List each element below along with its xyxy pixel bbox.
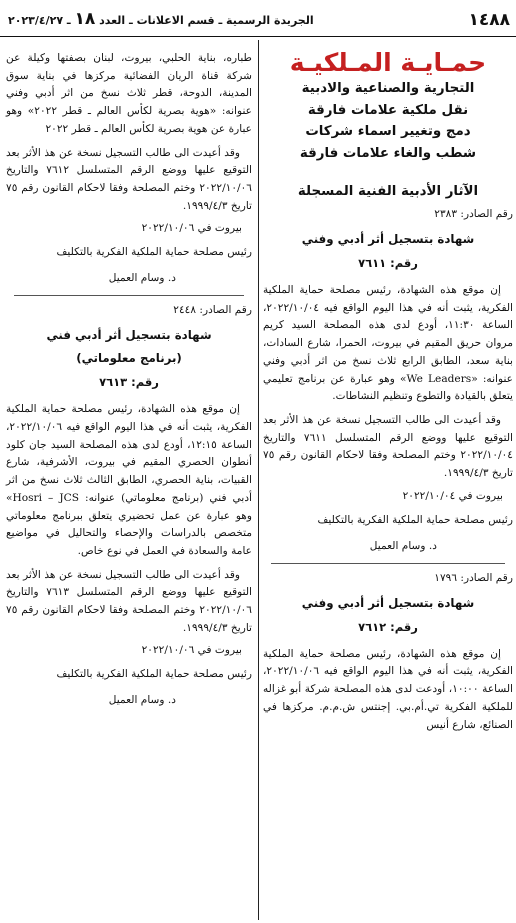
certificate-number: رقم: ٧٦١٣ — [99, 375, 159, 390]
running-head-prefix: الجريدة الرسمية ـ قسم الاعلانات ـ العدد — [99, 14, 314, 27]
issued-number: رقم الصادر: ١٧٩٦ — [434, 571, 513, 584]
signer-title: رئيس مصلحة حماية الملكية الفكرية بالتكليف — [56, 246, 252, 259]
certificate-title: شهادة بتسجيل أثر أدبي فني — [46, 328, 212, 343]
main-title: حمـايـة المـلكيـة — [289, 48, 487, 77]
right-column — [263, 38, 513, 734]
subtitle-1: التجارية والصناعية والادبية — [301, 81, 475, 96]
certificate-entry-7612 — [263, 570, 513, 735]
subtitle-3: دمج وتغيير اسماء شركات — [305, 124, 471, 139]
certificate-body: إن موقع هذه الشهادة، رئيس مصلحة حماية الملكية الفكرية، يثبت أنه في هذا اليوم الواقع فيه ٢٠٢٢/١٠/٠٦، الساعة ١٠:٠٠، أودعت لدى هذه المصلحة شركة أبو غزاله للملكية الفكرية تي.أم.بي. إجنتس ش.م.م. مركزها في الصنائع، شارع أنيس — [263, 647, 513, 731]
entry-separator — [271, 563, 505, 564]
column-divider — [258, 40, 259, 920]
signer-name: د. وسام العميل — [108, 272, 176, 285]
section-title: الآثار الأدبية الفنية المسجلة — [297, 184, 479, 199]
signer-name: د. وسام العميل — [108, 694, 176, 707]
certificate-body: إن موقع هذه الشهادة، رئيس مصلحة حماية الملكية الفكرية، يثبت أنه في هذا اليوم الواقع فيه ٢٠٢٢/١٠/٠٦، الساعة ١٢:١٥، أودع لدى هذه المصلحة السيد جان كلود أنطوان الحصري المقيم في بيروت، الأشرفية، شارع القبيات، بناية الحصري، الطابق الثالث ثلاث نسخ من اثر أدبي فني (برنامج معلوماتي) عنوانه: Hosri – JCS» وهو عبارة عن عمل تحضيري يتعلق ببرنامج معلوماتي متخصص بالدراسات والإحصاء والتحاليل في مواضيع عامة والسعادة في العمل في نوع خاص. — [6, 403, 252, 557]
certificate-number: رقم: ٧٦١٢ — [358, 619, 418, 634]
certificate-return-clause: وقد أعيدت الى طالب التسجيل نسخة عن هذ الأثر بعد التوقيع عليها ووضع الرقم المتسلسل ٧٦١٣ والتاريخ ٢٠٢٢/١٠/٠٦ وختم المصلحة وفقا لاحكام القانون رقم ٧٥ تاريخ ١٩٩٩/٤/٣. — [6, 568, 252, 634]
signature-date: بيروت في ٢٠٢٢/١٠/٠٦ — [141, 222, 242, 235]
left-column — [6, 38, 252, 709]
certificate-body-continuation: طباره، بناية الحلبي، بيروت، لبنان بصفتها وكيلة عن شركة قناة الريان الفضائية مركزها في بناية سوق المدينة، الدوحة، قطر ثلاث نسخ من اثر أدبي وفني عنوانه: «هوية بصرية لكأس العالم ـ قطر ٢٠٢٢» وهو عبارة عن هوية بصرية لكأس العالم ـ قطر ٢٠٢٢ — [6, 52, 252, 135]
certificate-title: شهادة بتسجيل أثر أدبي وفني — [301, 232, 475, 246]
running-head — [8, 9, 314, 29]
certificate-body: إن موقع هذه الشهادة، رئيس مصلحة حماية الملكية الفكرية، يثبت أنه في هذا اليوم الواقع فيه ٢٠٢٢/١٠/٠٤، الساعة ١١:٣٠، أودع لدى هذه المصلحة السيد كريم مروان حريق المقيم في بيروت، الحمرا، شارع السادات، بناية سعد، الطابق الرابع ثلاث نسخ من اثر أدبي وفني عنوانه: «We Leaders» وهو عبارة عن برنامج تعليمي يتعلق بالقيادة والتطوع وتنظيم النشاطات. — [263, 284, 513, 403]
issue-date: ـ ٢٠٢٣/٤/٢٧ — [8, 14, 71, 27]
entry-separator — [14, 295, 244, 296]
certificate-entry-7611 — [263, 206, 513, 555]
subtitle-2: نقل ملكية علامات فارقة — [307, 102, 469, 118]
issued-number: رقم الصادر: ٢٣٨٣ — [434, 208, 513, 220]
certificate-subtitle: (برنامج معلوماتي) — [76, 351, 182, 366]
signature-date: بيروت في ٢٠٢٢/١٠/٠٤ — [402, 489, 503, 502]
certificate-return-clause: وقد أعيدت الى طالب التسجيل نسخة عن هذ الأثر بعد التوقيع عليها ووضع الرقم المتسلسل ٧٦١١ والتاريخ ٢٠٢٢/١٠/٠٤ وختم المصلحة وفقا لاحكام القانون رقم ٧٥ تاريخ ١٩٩٩/٤/٣. — [263, 413, 513, 480]
subtitle-4: شطب والغاء علامات فارقة — [299, 145, 477, 161]
page-number: ١٤٨٨ — [468, 10, 510, 30]
signer-title: رئيس مصلحة حماية الملكية الفكرية بالتكليف — [317, 513, 513, 526]
certificate-entry-7613 — [6, 302, 252, 709]
certificate-title: شهادة بتسجيل أثر أدبي وفني — [301, 595, 475, 610]
signer-name: د. وسام العميل — [369, 539, 437, 552]
certificate-number: رقم: ٧٦١١ — [358, 256, 418, 270]
issue-number: ١٨ — [74, 9, 96, 29]
page-header — [0, 0, 516, 37]
issued-number: رقم الصادر: ٢٤٤٨ — [173, 304, 252, 317]
signature-date: بيروت في ٢٠٢٢/١٠/٠٦ — [141, 644, 242, 657]
signer-title: رئيس مصلحة حماية الملكية الفكرية بالتكليف — [56, 668, 252, 681]
certificate-return-clause: وقد أعيدت الى طالب التسجيل نسخة عن هذ الأثر بعد التوقيع عليها ووضع الرقم المتسلسل ٧٦١٢ والتاريخ ٢٠٢٢/١٠/٠٦ وختم المصلحة وفقا لاحكام القانون رقم ٧٥ تاريخ ١٩٩٩/٤/٣. — [6, 146, 252, 212]
